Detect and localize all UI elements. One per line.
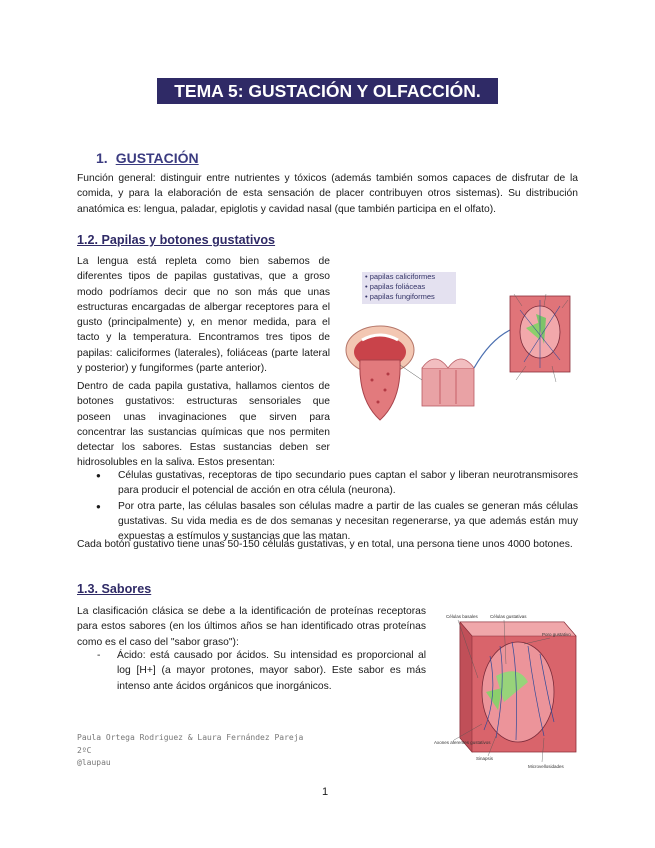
figure-label: Sinapsis [476,756,494,761]
figure-label: Células gustativas [490,614,527,619]
taste-bud-figure [432,612,582,772]
tongue-illustration [340,270,582,442]
subsection-heading-sabores: 1.3. Sabores [77,582,152,596]
taste-bud-illustration [432,612,582,772]
subsection-heading-papilas: 1.2. Papilas y botones gustativos [77,233,276,247]
list-item: - Ácido: está causado por ácidos. Su intensidad es proporcional al log [H+] (a mayor protones, mayor sabor). Este sabor es más intenso ante ácidos orgánicos que inorgánicos. [95,648,426,694]
footer-handle: @laupau [77,758,111,767]
figure-label: Células basales [446,614,478,619]
footer-authors: Paula Ortega Rodriguez & Laura Fernández Pareja [77,733,304,742]
figure-label: Microvellosidades [528,764,564,769]
legend-item: • papilas foliáceas [365,282,426,291]
section-number: 1. [96,150,108,166]
figure-label: Axones aferentes gustativos [434,740,491,745]
section-heading-gustacion [96,150,199,166]
flavor-list [95,648,426,694]
page-title: TEMA 5: GUSTACIÓN Y OLFACCIÓN. [157,78,498,104]
page-number: 1 [322,786,329,798]
sabores-paragraph: La clasificación clásica se debe a la identificación de proteínas receptoras para estos sabores (en los últimos años se han identificado otras proteínas como es el caso del "sabor graso"): [77,606,426,648]
section-title: GUSTACIÓN [115,150,199,166]
list-item: ● Por otra parte, las células basales son células madre a partir de las cuales se generan más células gustativas. Su vida media es de dos semanas y necesitan regenerarse, ya que además están muy expuestas a estímulos y sustancias que las matan. [96,499,578,545]
closing-paragraph: Cada botón gustativo tiene unas 50-150 células gustativas, y en total, una persona tiene unos 4000 botones. [77,539,573,550]
legend-item: • papilas fungiformes [365,292,435,301]
botones-paragraph: Dentro de cada papila gustativa, hallamos cientos de botones gustativos: estructuras sensoriales que poseen unas invaginaciones que sirven para concentrar las sustancias químicas que nos permiten detectar los sabores. Estas sustancias deben ser hidrosolubles en la saliva. Estos presentan: [77,381,330,469]
intro-paragraph: Función general: distinguir entre nutrientes y tóxicos (además también somos capaces de disfrutar de la comida, y para la elaboración de esta sensación de placer contribuyen otros sistemas). Su distribución anatómica es: lengua, paladar, epiglotis y cavidad nasal (que también participa en el olfato). [77,173,578,215]
figure-label: Poro gustativo [542,632,571,637]
footer-course: 2ºC [77,745,92,755]
footer [77,732,303,770]
tongue-papillae-figure [340,270,582,442]
list-item: ● Células gustativas, receptoras de tipo secundario pues captan el sabor y liberan neurotransmisores para producir el potencial de acción en otra célula (neurona). [96,468,578,499]
papilas-paragraph: La lengua está repleta como bien sabemos de diferentes tipos de papilas gustativas, que a groso modo podríamos decir que no son más que unas estructuras encargadas de albergar receptores para el gusto (principalmente) y, en menor medida, para el tacto y la temperatura. Encontramos tres tipos de papilas: caliciformes (laterales), foliáceas (parte lateral y posterior) y fungiformes (parte anterior). [77,256,330,375]
legend-item: • papilas caliciformes [365,272,436,281]
bullet-list [96,468,578,544]
